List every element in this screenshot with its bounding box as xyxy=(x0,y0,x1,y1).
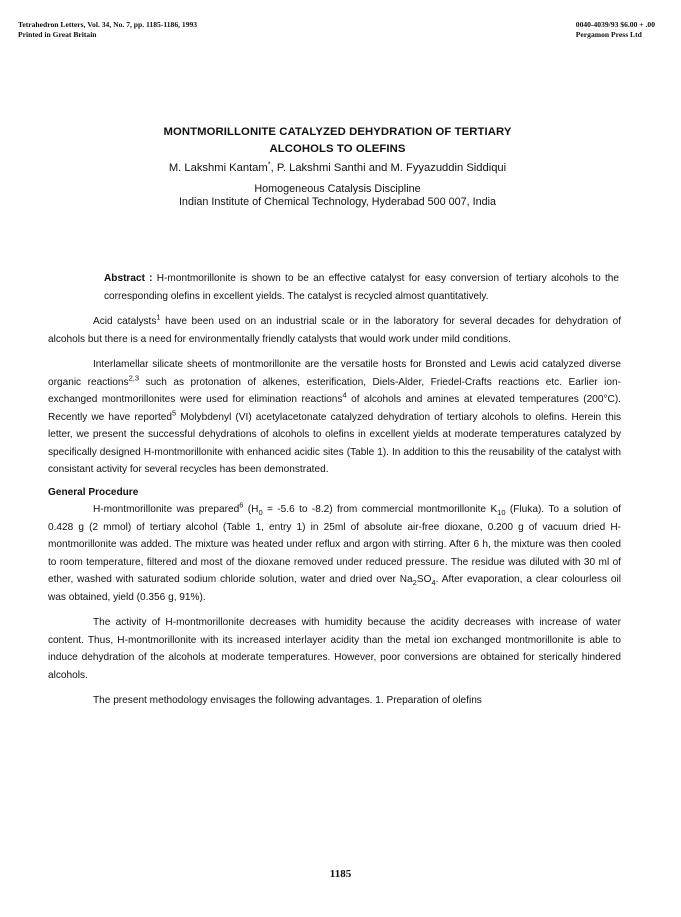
para3-text-e: SO xyxy=(416,574,432,585)
para1-text-b: have been used on an industrial scale or in the laboratory for several decades for dehydration of alcohols but there is a need for environmentally friendly catalysts that would work under mild conditions. xyxy=(48,316,621,345)
article-body xyxy=(48,270,621,710)
corresponding-author-mark: * xyxy=(267,159,271,169)
k-subscript: 10 xyxy=(497,508,506,518)
para3-text-c: = -5.6 to -8.2) from commercial montmorillonite K xyxy=(262,504,498,515)
paragraph-intro xyxy=(48,313,621,348)
paragraph-montmorillonite xyxy=(48,356,621,479)
para2-text-c: of alcohols and amines at elevated temperatures (200°C). Recently we have reported xyxy=(48,394,621,423)
article-title xyxy=(60,124,615,158)
journal-header-left xyxy=(18,20,197,39)
affiliation xyxy=(60,183,615,209)
title-line-2: ALCOHOLS TO OLEFINS xyxy=(269,143,406,155)
paragraph-activity: The activity of H-montmorillonite decreases with humidity because the acidity decreases with increase of water content. Thus, H-montmorillonite with its increased interlayer acidity than the metal ion exchanged montmorillonite is able to induce dehydration of the alcohols at moderate temperatures. However, poor conversions are obtained for sterically hindered alcohols. xyxy=(48,617,621,681)
printed-in: Printed in Great Britain xyxy=(18,29,97,39)
para2-text-b: such as protonation of alkenes, esterification, Diels-Alder, Friedel-Crafts reactions etc. Earlier ion-exchanged montmorillonites were used for elimination reactions xyxy=(48,376,621,405)
para3-text-d: (Fluka). To a solution of 0.428 g (2 mmol) of tertiary alcohol (Table 1, entry 1) in 25ml of absolute air-free dioxane, 0.200 g of vacuum dried H-montmorillonite was added. The mixture was heated under reflux and argon with stirring. After 6 h, the mixture was then cooled to room temperature, filtered and most of the dioxane removed under reduced pressure. The residue was diluted with 30 ml of ether, washed with saturated sodium chloride solution, water and dried over Na xyxy=(48,504,621,585)
other-authors: , P. Lakshmi Santhi and M. Fyyazuddin Siddiqui xyxy=(270,162,507,174)
section-heading: General Procedure xyxy=(48,486,139,498)
para2-text-d: Molybdenyl (VI) acetylacetonate catalyzed dehydration of tertiary alcohols to olefins. Herein this letter, we present the successful dehydrations of alcohols to olefins in excellent yields at moderate temperatures catalyzed by specifically designed H-montmorillonite with enhanced acidic sites (Table 1). In addition to this the reusability of the catalyst with consistant activity for several recycles has been demonstrated. xyxy=(48,411,621,475)
paragraph-advantages: The present methodology envisages the following advantages. 1. Preparation of olefins xyxy=(93,695,482,706)
citation-ref-6: 6 xyxy=(239,500,244,510)
abstract-text: H-montmorillonite is shown to be an effective catalyst for easy conversion of tertiary alcohols to the corresponding olefins in excellent yields. The catalyst is recycled almost quantitatively. xyxy=(104,273,619,302)
price-code: 0040-4039/93 $6.00 + .00 xyxy=(575,20,655,29)
para1-text-a: Acid catalysts xyxy=(93,316,157,327)
paragraph-procedure xyxy=(48,501,621,606)
citation-ref-5: 5 xyxy=(171,408,177,418)
journal-header-right xyxy=(576,20,655,39)
abstract-label: Abstract : xyxy=(104,273,153,284)
publisher: Pergamon Press Ltd xyxy=(575,29,642,39)
author-list xyxy=(60,160,615,177)
title-line-1: MONTMORILLONITE CATALYZED DEHYDRATION OF TERTIARY xyxy=(163,126,512,138)
page-number: 1185 xyxy=(329,868,352,880)
para3-text-a: H-montmorillonite was prepared xyxy=(93,504,240,515)
para3-text-f: . After evaporation, a clear colourless oil was obtained, yield (0.356 g, 91%). xyxy=(48,574,621,603)
affiliation-line-1: Homogeneous Catalysis Discipline xyxy=(254,183,421,195)
author-1: M. Lakshmi Kantam xyxy=(168,162,268,174)
para3-text-b: (H xyxy=(243,504,259,515)
affiliation-line-2: Indian Institute of Chemical Technology, Hyderabad 500 007, India xyxy=(178,196,497,208)
abstract xyxy=(48,270,621,305)
para2-text-a: Interlamellar silicate sheets of montmorillonite are the versatile hosts for Bronsted and Lewis acid catalyzed diverse organic reactions xyxy=(48,359,621,388)
citation-ref-4: 4 xyxy=(342,390,347,400)
h-subscript: 0 xyxy=(258,508,263,518)
journal-citation: Tetrahedron Letters, Vol. 34, No. 7, pp. 1185-1186, 1993 xyxy=(18,20,198,29)
citation-ref-2-3: 2,3 xyxy=(128,373,140,383)
so-subscript: 4 xyxy=(431,578,436,588)
citation-ref-1: 1 xyxy=(156,312,161,322)
na-subscript: 2 xyxy=(412,578,417,588)
